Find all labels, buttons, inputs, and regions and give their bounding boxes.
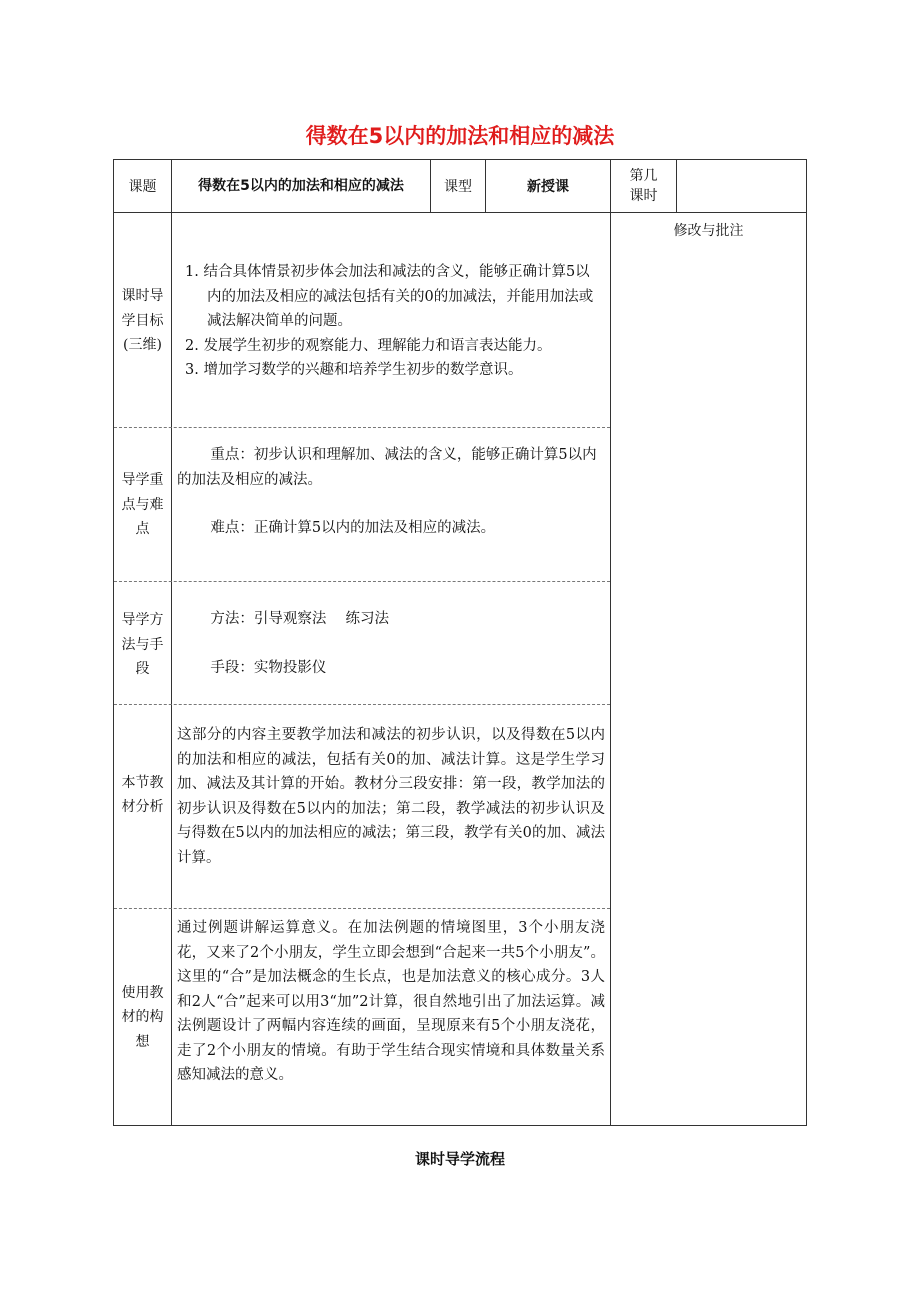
- topic-label: 课题: [128, 179, 157, 195]
- row-divider-key-points: [114, 581, 610, 582]
- analysis-text: 这部分的内容主要教学加法和减法的初步认识，以及得数在5以内的加法和相应的减法，包括有关0的加、减法计算。这是学生学习加、减法及其计算的开始。教材分三段安排：第一段，教学加法的初步认识及得数在5以内的加法；第二段，教学减法的初步认识及与得数在5以内的加法相应的减法；第三段，教学有关0的加、减法计算。: [177, 727, 605, 866]
- row-divider-analysis: [114, 908, 610, 909]
- methods-label: 导学方法与手段: [121, 612, 164, 678]
- type-value: 新授课: [527, 179, 569, 195]
- type-label: 课型: [444, 179, 472, 195]
- goals-label: 课时导学目标(三维): [121, 288, 164, 354]
- page-title: 得数在5以内的加法和相应的减法: [305, 124, 615, 148]
- method-text: 方法：引导观察法 练习法: [210, 611, 389, 627]
- table-border-left: [113, 159, 114, 1126]
- table-border-bottom: [113, 1125, 807, 1126]
- design-label: 使用教材的构想: [121, 984, 164, 1050]
- analysis-label: 本节教材分析: [121, 774, 164, 815]
- goal-item: 1. 结合具体情景初步体会加法和减法的含义，能够正确计算5以内的加法及相应的减法包括有关的0的加减法，并能用加法或减法解决简单的问题。: [185, 264, 594, 329]
- focus-text: 重点：初步认识和理解加、减法的含义，能够正确计算5以内的加法及相应的减法。: [177, 447, 597, 488]
- lesson-number-label: 第几课时: [629, 168, 658, 204]
- topic-value: 得数在5以内的加法和相应的减法: [198, 178, 404, 194]
- difficulty-text: 难点：正确计算5以内的加法及相应的减法。: [210, 520, 496, 536]
- footer-title: 课时导学流程: [414, 1150, 505, 1168]
- row-divider-goals: [114, 427, 610, 428]
- label-column-divider: [171, 159, 172, 1126]
- goal-item: 2. 发展学生初步的观察能力、理解能力和语言表达能力。: [185, 337, 552, 354]
- design-text: 通过例题讲解运算意义。在加法例题的情境图里，3个小朋友浇花，又来了2个小朋友，学生立即会想到“合起来一共5个小朋友”。这里的“合”是加法概念的生长点，也是加法意义的核心成分。3人和2人“合”起来可以用3“加”2计算，很自然地引出了加法运算。减法例题设计了两幅内容连续的画面，呈现原来有5个小朋友浇花，走了2个小朋友的情境。有助于学生结合现实情境和具体数量关系感知减法的意义。: [177, 920, 605, 1083]
- notes-label: 修改与批注: [673, 223, 744, 239]
- notes-column-divider: [610, 159, 611, 1126]
- row-divider-methods: [114, 704, 610, 705]
- means-text: 手段：实物投影仪: [210, 659, 327, 676]
- goal-item: 3. 增加学习数学的兴趣和培养学生初步的数学意识。: [185, 362, 523, 378]
- goals-list: [177, 260, 603, 383]
- lesson-number-value: [677, 160, 806, 212]
- key-points-label: 导学重点与难点: [121, 472, 164, 538]
- methods-content: [177, 607, 605, 680]
- table-border-right: [806, 159, 807, 1126]
- header-row-divider: [113, 212, 807, 213]
- key-points-content: [177, 443, 605, 541]
